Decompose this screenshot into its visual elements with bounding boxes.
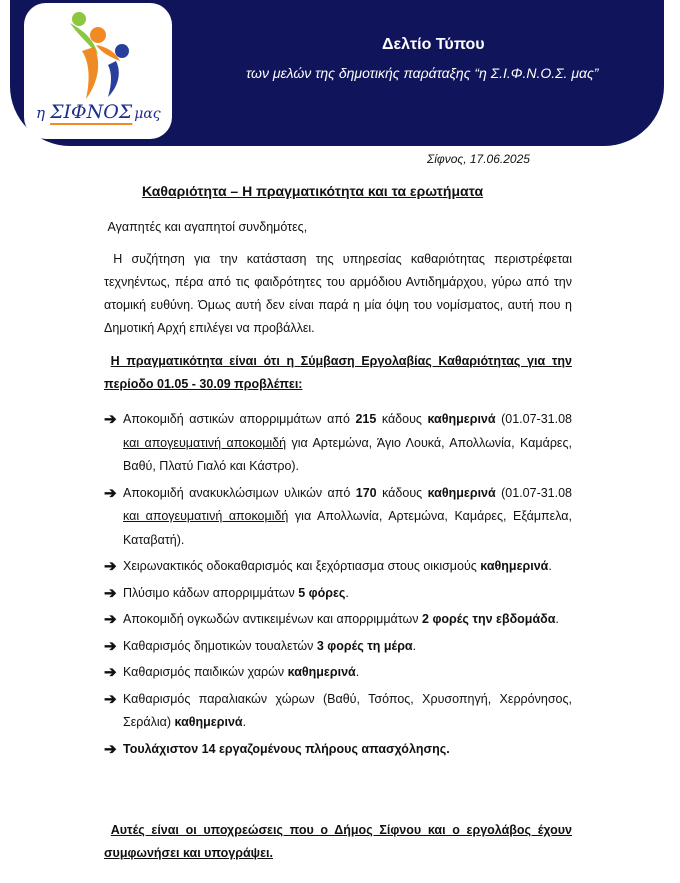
item-bold: καθημερινά	[427, 485, 496, 500]
item-text: .	[548, 559, 552, 573]
item-text: Αποκομιδή αστικών απορριμμάτων από	[123, 412, 356, 426]
item-bold: 215	[355, 412, 377, 426]
item-text: Αποκομιδή ογκωδών αντικειμένων και απορριμμάτων	[123, 612, 423, 626]
intro-text: Η συζήτηση για την κατάσταση της υπηρεσίας καθαριότητας περιστρέφεται τεχνηέντως, πέρα από τις φαιδρότητες του αρμόδιου Αντιδημάρχου, γύρω από την ατομική ευθύνη. Όμως αυτή δεν είναι παρά η μία όψη του νομίσματος, αυτή που η Δημοτική Αρχή επιλέγει να προβάλλει.	[104, 252, 572, 335]
list-item	[104, 482, 572, 553]
item-text: .	[555, 612, 559, 626]
item-bold: καθημερινά	[427, 412, 496, 426]
item-bold: καθημερινά	[480, 559, 549, 573]
list-item	[104, 738, 572, 762]
item-text: .	[412, 638, 417, 653]
section-heading-part1: Η πραγματικότητα	[110, 354, 223, 368]
arrow-icon: ➔	[104, 740, 117, 758]
arrow-icon: ➔	[104, 484, 117, 502]
closing-statement	[104, 819, 572, 865]
item-text: .	[355, 665, 360, 679]
logo-text-sifnos: ΣΙΦΝΟΣ	[50, 101, 133, 123]
press-release-subtitle: των μελών της δημοτικής παράταξης “η Σ.Ι.Φ.Ν.Ο.Σ. μας”	[246, 65, 599, 81]
arrow-icon: ➔	[104, 637, 117, 655]
item-underlined: και απογευματινή αποκομιδή	[123, 435, 287, 450]
item-text: (01.07-31.08	[495, 412, 572, 426]
intro-paragraph	[104, 248, 572, 340]
arrow-icon: ➔	[104, 611, 117, 628]
item-text: για Αρτεμώνα, Άγιο Λουκά, Απολλωνία, Καμάρες, Βαθύ, Πλατύ Γιαλό και Κάστρο).	[123, 435, 572, 473]
item-text: .	[345, 585, 349, 600]
list-item	[104, 608, 572, 632]
item-bold: 3 φορές τη μέρα	[316, 638, 413, 653]
section-heading-part2: είναι ότι η	[222, 354, 301, 368]
list-item	[104, 582, 572, 606]
section-heading	[104, 350, 572, 396]
logo-text-mas: μας	[134, 106, 161, 122]
item-text: κάδους	[376, 412, 428, 426]
item-text: Καθαρισμός παιδικών χαρών	[123, 665, 288, 679]
closing-text: Αυτές είναι οι υποχρεώσεις που ο Δήμος Σίφνου και ο εργολάβος έχουν συμφωνήσει και υπογράψει.	[104, 823, 572, 860]
release-date: Σίφνος, 17.06.2025	[427, 152, 530, 166]
item-text: Πλύσιμο κάδων απορριμμάτων	[123, 585, 299, 600]
item-text: Καθαρισμός παραλιακών χώρων (Βαθύ, Τσόπος, Χρυσοπηγή, Χερρόνησος, Σεράλια)	[123, 691, 572, 729]
list-item	[104, 661, 572, 685]
article-heading: Καθαριότητα – Η πραγματικότητα και τα ερωτήματα	[142, 183, 484, 199]
list-item	[104, 555, 572, 579]
list-item	[104, 635, 572, 659]
logo-text	[36, 101, 161, 123]
item-bold: 170	[355, 485, 377, 500]
arrow-icon: ➔	[104, 558, 117, 575]
item-bold: 2 φορές την εβδομάδα	[422, 612, 556, 626]
item-text: Καθαρισμός δημοτικών τουαλετών	[123, 638, 317, 653]
arrow-icon: ➔	[104, 664, 117, 681]
obligations-list	[104, 408, 572, 764]
item-text: για Απολλωνία, Αρτεμώνα, Καμάρες, Εξάμπελα, Καταβατή).	[123, 509, 572, 547]
arrow-icon: ➔	[104, 690, 117, 708]
item-underlined: και απογευματινή αποκομιδή	[123, 509, 289, 523]
greeting-text: Αγαπητές και αγαπητοί συνδημότες,	[107, 220, 308, 234]
item-text: .	[242, 715, 247, 729]
item-text: (01.07-31.08	[495, 485, 573, 500]
header-banner	[10, 0, 664, 146]
logo	[24, 3, 172, 139]
item-text: κάδους	[376, 485, 428, 500]
item-bold: καθημερινά	[174, 715, 243, 729]
section-heading-part3: Σύμβαση Εργολαβίας Καθαριότητας για την περίοδο 01.05 - 30.09 προβλέπει:	[104, 354, 572, 391]
item-bold: 5 φόρες	[298, 585, 346, 600]
list-item	[104, 688, 572, 735]
item-text: Χειρωνακτικός οδοκαθαρισμός και ξεχόρτιασμα στους οικισμούς	[123, 559, 481, 573]
item-bold: Τουλάχιστον 14 εργαζομένους πλήρους απασχόλησης.	[123, 741, 450, 756]
list-item	[104, 408, 572, 479]
item-bold: καθημερινά	[287, 665, 356, 679]
press-release-title: Δελτίο Τύπου	[382, 36, 485, 53]
logo-text-eta: η	[36, 104, 45, 122]
item-text: Αποκομιδή ανακυκλώσιμων υλικών από	[123, 485, 356, 500]
arrow-icon: ➔	[104, 411, 117, 428]
greeting	[104, 216, 572, 239]
arrow-icon: ➔	[104, 584, 117, 602]
